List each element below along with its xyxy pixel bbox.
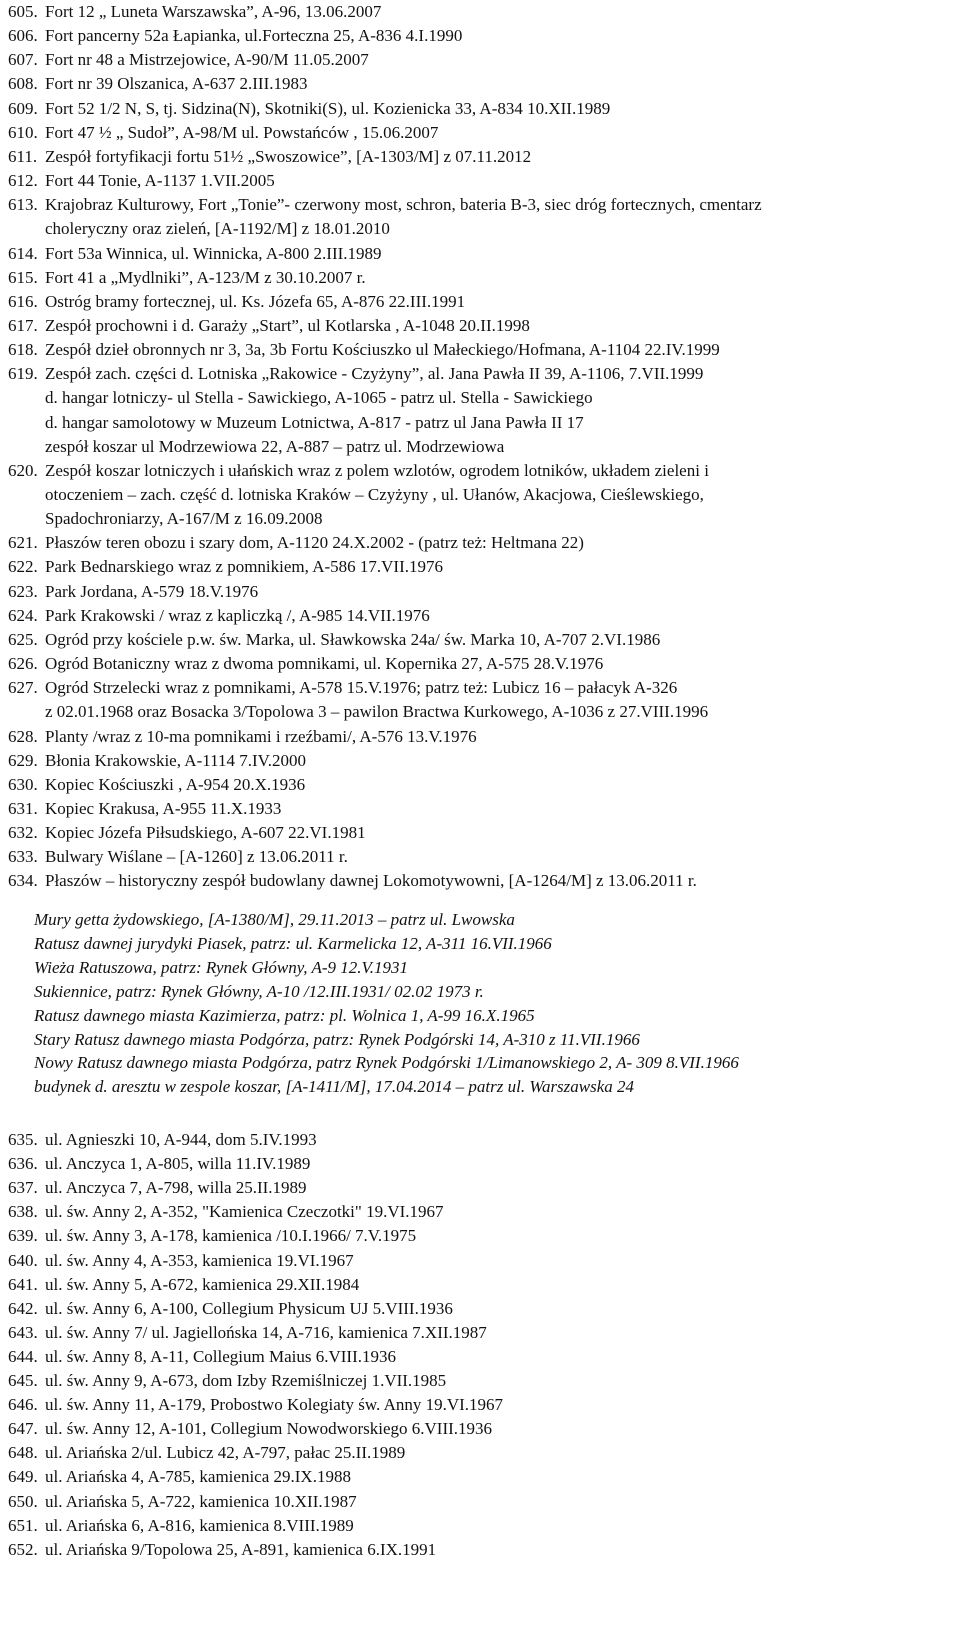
entry-number: 618. bbox=[8, 340, 38, 360]
entry-text: Fort nr 48 a Mistrzejowice, A-90/M 11.05.2007 bbox=[45, 50, 369, 70]
entry-text: Zespół prochowni i d. Garaży „Start”, ul Kotlarska , A-1048 20.II.1998 bbox=[45, 315, 530, 335]
entry-number: 652. bbox=[8, 1539, 38, 1559]
note-line: Nowy Ratusz dawnego miasta Podgórza, patrz Rynek Podgórski 1/Limanowskiego 2, A- 309 8.VII.1966 bbox=[34, 1053, 739, 1073]
entry-number: 627. bbox=[8, 678, 38, 698]
entry-number: 616. bbox=[8, 291, 38, 311]
entry-number: 644. bbox=[8, 1346, 38, 1366]
entry-text: Ostróg bramy fortecznej, ul. Ks. Józefa 65, A-876 22.III.1991 bbox=[45, 291, 466, 311]
entry-number: 631. bbox=[8, 798, 38, 818]
entry-number: 611. bbox=[8, 146, 38, 166]
entry-number: 626. bbox=[8, 654, 38, 674]
entry-text: Fort pancerny 52a Łapianka, ul.Forteczna 25, A-836 4.I.1990 bbox=[45, 26, 463, 46]
entry-text: Park Krakowski / wraz z kapliczką /, A-985 14.VII.1976 bbox=[45, 605, 430, 625]
entry-text: Fort 47 ½ „ Sudoł”, A-98/M ul. Powstańców , 15.06.2007 bbox=[45, 122, 439, 142]
entry-text: Kopiec Józefa Piłsudskiego, A-607 22.VI.1981 bbox=[45, 823, 366, 843]
entry-text: Park Bednarskiego wraz z pomnikiem, A-586 17.VII.1976 bbox=[45, 557, 443, 577]
entry-text: ul. Anczyca 1, A-805, willa 11.IV.1989 bbox=[45, 1154, 311, 1174]
entry-number: 615. bbox=[8, 267, 38, 287]
entry-number: 650. bbox=[8, 1491, 38, 1511]
entry-text: otoczeniem – zach. część d. lotniska Kraków – Czyżyny , ul. Ułanów, Akacjowa, Cieślewskiego, bbox=[45, 485, 704, 504]
entry-text: Fort 44 Tonie, A-1137 1.VII.2005 bbox=[45, 171, 275, 191]
entry-number: 633. bbox=[8, 847, 38, 867]
entry-text: d. hangar lotniczy- ul Stella - Sawickiego, A-1065 - patrz ul. Stella - Sawickiego bbox=[45, 388, 593, 408]
entry-number: 639. bbox=[8, 1226, 38, 1246]
entry-number: 625. bbox=[8, 629, 38, 649]
entry-text: ul. Ariańska 2/ul. Lubicz 42, A-797, pałac 25.II.1989 bbox=[45, 1443, 406, 1463]
entry-text: Planty /wraz z 10-ma pomnikami i rzeźbami/, A-576 13.V.1976 bbox=[45, 726, 477, 746]
entry-text: Bulwary Wiślane – [A-1260] z 13.06.2011 r. bbox=[45, 847, 348, 867]
entry-number: 619. bbox=[8, 364, 38, 384]
entry-text: ul. Ariańska 6, A-816, kamienica 8.VIII.1989 bbox=[45, 1515, 354, 1535]
entry-text: Zespół dzieł obronnych nr 3, 3a, 3b Fortu Kościuszko ul Małeckiego/Hofmana, A-1104 22.IV.1999 bbox=[45, 340, 720, 360]
entry-number: 647. bbox=[8, 1419, 38, 1439]
entry-text: ul. św. Anny 2, A-352, "Kamienica Czeczotki" 19.VI.1967 bbox=[45, 1202, 444, 1222]
note-line: Ratusz dawnego miasta Kazimierza, patrz: pl. Wolnica 1, A-99 16.X.1965 bbox=[34, 1005, 535, 1025]
entry-number: 646. bbox=[8, 1395, 38, 1415]
entry-number: 632. bbox=[8, 823, 38, 843]
entry-text: ul. Ariańska 5, A-722, kamienica 10.XII.1987 bbox=[45, 1491, 357, 1511]
entry-number: 622. bbox=[8, 557, 38, 577]
entry-text: Spadochroniarzy, A-167/M z 16.09.2008 bbox=[45, 509, 323, 529]
entry-text: Błonia Krakowskie, A-1114 7.IV.2000 bbox=[45, 750, 306, 770]
entry-text: d. hangar samolotowy w Muzeum Lotnictwa, A-817 - patrz ul Jana Pawła II 17 bbox=[45, 412, 584, 432]
entry-text: Ogród przy kościele p.w. św. Marka, ul. Sławkowska 24a/ św. Marka 10, A-707 2.VI.1986 bbox=[45, 629, 661, 649]
entry-number: 624. bbox=[8, 605, 38, 625]
note-line: Stary Ratusz dawnego miasta Podgórza, patrz: Rynek Podgórski 14, A-310 z 11.VII.1966 bbox=[34, 1029, 640, 1049]
entry-number: 612. bbox=[8, 171, 38, 191]
entry-text: Fort nr 39 Olszanica, A-637 2.III.1983 bbox=[45, 74, 308, 94]
entry-text: Ogród Botaniczny wraz z dwoma pomnikami, ul. Kopernika 27, A-575 28.V.1976 bbox=[45, 654, 604, 674]
entry-text: choleryczny oraz zieleń, [A-1192/M] z 18.01.2010 bbox=[45, 219, 390, 239]
entry-number: 634. bbox=[8, 871, 38, 891]
entry-number: 607. bbox=[8, 50, 38, 70]
entry-number: 651. bbox=[8, 1515, 38, 1535]
note-line: Sukiennice, patrz: Rynek Główny, A-10 /12.III.1931/ 02.02 1973 r. bbox=[34, 981, 484, 1001]
entry-number: 617. bbox=[8, 315, 38, 335]
entry-text: ul. św. Anny 3, A-178, kamienica /10.I.1966/ 7.V.1975 bbox=[45, 1226, 417, 1246]
entry-number: 605. bbox=[8, 2, 38, 21]
entry-text: ul. św. Anny 4, A-353, kamienica 19.VI.1967 bbox=[45, 1250, 354, 1270]
entry-number: 608. bbox=[8, 74, 38, 94]
entry-text: z 02.01.1968 oraz Bosacka 3/Topolowa 3 – pawilon Bractwa Kurkowego, A-1036 z 27.VIII.1996 bbox=[45, 702, 709, 722]
entry-text: Krajobraz Kulturowy, Fort „Tonie”- czerwony most, schron, bateria B-3, siec dróg fortecznych, cmentarz bbox=[45, 195, 762, 215]
entry-text: Kopiec Kościuszki , A-954 20.X.1936 bbox=[45, 774, 306, 794]
entry-text: ul. św. Anny 8, A-11, Collegium Maius 6.VIII.1936 bbox=[45, 1346, 397, 1366]
entry-number: 613. bbox=[8, 195, 38, 215]
entry-text: Zespół koszar lotniczych i ułańskich wraz z polem wzlotów, ogrodem lotników, układem zieleni i bbox=[45, 460, 709, 480]
entry-number: 642. bbox=[8, 1298, 38, 1318]
entry-text: Fort 41 a „Mydlniki”, A-123/M z 30.10.2007 r. bbox=[45, 267, 366, 287]
entry-number: 635. bbox=[8, 1130, 38, 1149]
entry-number: 610. bbox=[8, 122, 38, 142]
entry-text: ul. św. Anny 7/ ul. Jagiellońska 14, A-716, kamienica 7.XII.1987 bbox=[45, 1322, 487, 1342]
entry-text: ul. Agnieszki 10, A-944, dom 5.IV.1993 bbox=[45, 1130, 317, 1149]
entry-text: Zespół fortyfikacji fortu 51½ „Swoszowice”, [A-1303/M] z 07.11.2012 bbox=[45, 146, 532, 166]
entry-number: 637. bbox=[8, 1178, 38, 1198]
entry-text: zespół koszar ul Modrzewiowa 22, A-887 – patrz ul. Modrzewiowa bbox=[45, 436, 505, 456]
entry-number: 648. bbox=[8, 1443, 38, 1463]
entry-number: 630. bbox=[8, 774, 38, 794]
entry-number: 641. bbox=[8, 1274, 38, 1294]
entry-text: ul. św. Anny 9, A-673, dom Izby Rzemiślniczej 1.VII.1985 bbox=[45, 1371, 447, 1390]
entry-text: Ogród Strzelecki wraz z pomnikami, A-578 15.V.1976; patrz też: Lubicz 16 – pałacyk A-326 bbox=[45, 678, 678, 698]
entry-number: 649. bbox=[8, 1467, 38, 1487]
entry-number: 628. bbox=[8, 726, 38, 746]
entry-number: 645. bbox=[8, 1371, 38, 1390]
entry-number: 640. bbox=[8, 1250, 38, 1270]
note-line: Ratusz dawnej jurydyki Piasek, patrz: ul. Karmelicka 12, A-311 16.VII.1966 bbox=[34, 933, 552, 953]
entry-text: Zespół zach. części d. Lotniska „Rakowice - Czyżyny”, al. Jana Pawła II 39, A-1106, 7.VII.1999 bbox=[45, 364, 704, 384]
entry-text: ul. Ariańska 9/Topolowa 25, A-891, kamienica 6.IX.1991 bbox=[45, 1539, 437, 1559]
entry-text: ul. św. Anny 5, A-672, kamienica 29.XII.1984 bbox=[45, 1274, 360, 1294]
entry-number: 643. bbox=[8, 1322, 38, 1342]
entry-text: ul. Ariańska 4, A-785, kamienica 29.IX.1988 bbox=[45, 1467, 351, 1487]
note-line: Wieża Ratuszowa, patrz: Rynek Główny, A-9 12.V.1931 bbox=[34, 957, 408, 977]
entry-number: 636. bbox=[8, 1154, 38, 1174]
entry-number: 609. bbox=[8, 98, 38, 118]
entry-text: Kopiec Krakusa, A-955 11.X.1933 bbox=[45, 798, 282, 818]
note-line: budynek d. aresztu w zespole koszar, [A-1411/M], 17.04.2014 – patrz ul. Warszawska 24 bbox=[34, 1077, 635, 1097]
entry-text: Fort 53a Winnica, ul. Winnicka, A-800 2.III.1989 bbox=[45, 243, 382, 263]
entry-number: 638. bbox=[8, 1202, 38, 1222]
entry-number: 620. bbox=[8, 460, 38, 480]
entry-text: ul. św. Anny 11, A-179, Probostwo Kolegiaty św. Anny 19.VI.1967 bbox=[45, 1395, 504, 1415]
entry-text: ul. Anczyca 7, A-798, willa 25.II.1989 bbox=[45, 1178, 307, 1198]
note-line: Mury getta żydowskiego, [A-1380/M], 29.11.2013 – patrz ul. Lwowska bbox=[34, 910, 515, 929]
entry-number: 621. bbox=[8, 533, 38, 553]
entry-text: ul. św. Anny 6, A-100, Collegium Physicum UJ 5.VIII.1936 bbox=[45, 1298, 453, 1318]
entry-number: 629. bbox=[8, 750, 38, 770]
entry-text: Fort 12 „ Luneta Warszawska”, A-96, 13.06.2007 bbox=[45, 2, 382, 21]
entry-number: 614. bbox=[8, 243, 38, 263]
entry-number: 623. bbox=[8, 581, 38, 601]
entry-text: Park Jordana, A-579 18.V.1976 bbox=[45, 581, 259, 601]
entry-text: Płaszów – historyczny zespół budowlany dawnej Lokomotywowni, [A-1264/M] z 13.06.2011 r. bbox=[45, 871, 697, 891]
entry-text: Fort 52 1/2 N, S, tj. Sidzina(N), Skotniki(S), ul. Kozienicka 33, A-834 10.XII.1989 bbox=[45, 98, 611, 118]
entry-text: Płaszów teren obozu i szary dom, A-1120 24.X.2002 - (patrz też: Heltmana 22) bbox=[45, 533, 584, 553]
entry-number: 606. bbox=[8, 26, 38, 46]
entry-text: ul. św. Anny 12, A-101, Collegium Nowodworskiego 6.VIII.1936 bbox=[45, 1419, 493, 1439]
